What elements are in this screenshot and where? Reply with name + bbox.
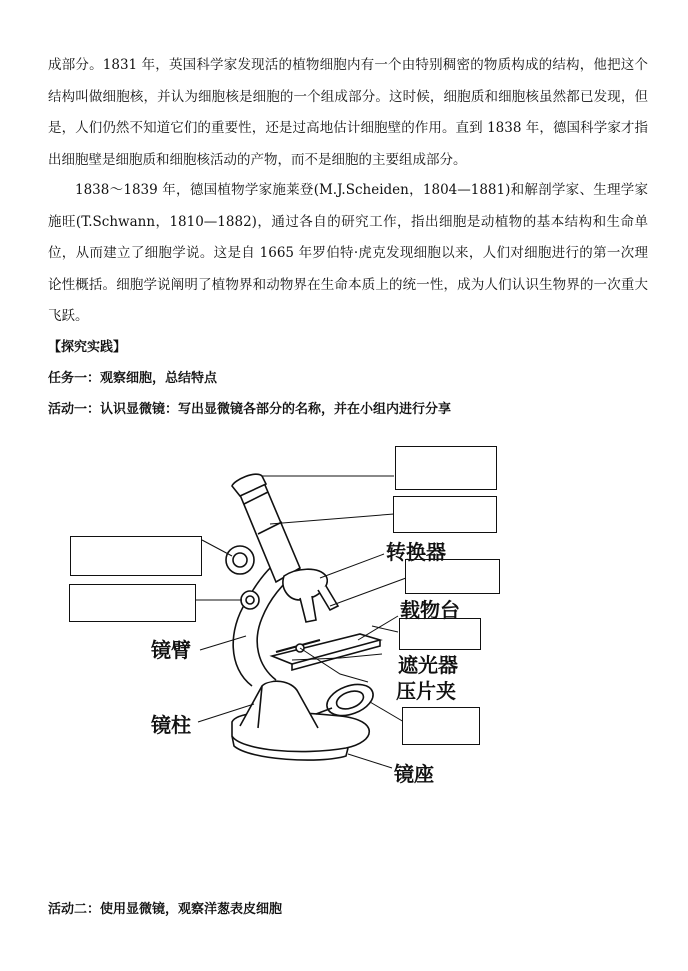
paragraph-cell-theory: 1838～1839 年，德国植物学家施莱登(M.J.Scheiden，1804—1881)和解剖学家、生理学家施旺(T.Schwann，1810—1882)，通过各自的研究工作，指出细胞是动植物的基本结构和生命单位，从而建立了细胞学说。这是自 1665 年罗伯特·虎克发现细胞以来，人们对细胞进行的第一次理论性概括。细胞学说阐明了植物界和动物界在生命本质上的统一性，成为人们认识生物界的一次重大飞跃。 [48,182,648,324]
answer-box-body-tube[interactable] [393,496,497,533]
label-converter: 转换器 [386,540,446,564]
section-heading-inquiry: 【探究实践】 [48,340,127,355]
label-clip: 压片夹 [396,679,456,703]
activity-two-heading: 活动二：使用显微镜，观察洋葱表皮细胞 [48,902,283,917]
microscope-figure [0,430,688,810]
answer-box-fine-focus[interactable] [69,584,196,622]
answer-box-coarse-focus[interactable] [70,536,202,576]
label-pillar: 镜柱 [151,713,191,737]
label-base: 镜座 [394,762,434,786]
label-arm: 镜臂 [151,638,191,662]
coarse-focus-knob [226,546,254,574]
answer-box-mirror[interactable] [402,707,480,745]
label-stage: 载物台 [400,598,460,622]
fine-focus-knob [241,591,259,609]
label-diaphragm: 遮光器 [398,653,458,677]
task-heading: 任务一：观察细胞，总结特点 [48,371,218,386]
answer-box-eyepiece[interactable] [395,446,497,490]
activity-one-heading: 活动一：认识显微镜：写出显微镜各部分的名称，并在小组内进行分享 [48,402,452,417]
paragraph-cell-nucleus: 成部分。1831 年，英国科学家发现活的植物细胞内有一个由特别稠密的物质构成的结构，他把这个结构叫做细胞核，并认为细胞核是细胞的一个组成部分。这时候，细胞质和细胞核虽然都已发现，但是，人们仍然不知道它们的重要性，还是过高地估计细胞壁的作用。直到 1838 年，德国科学家才指出细胞壁是细胞质和细胞核活动的产物，而不是细胞的主要组成部分。 [48,57,648,168]
